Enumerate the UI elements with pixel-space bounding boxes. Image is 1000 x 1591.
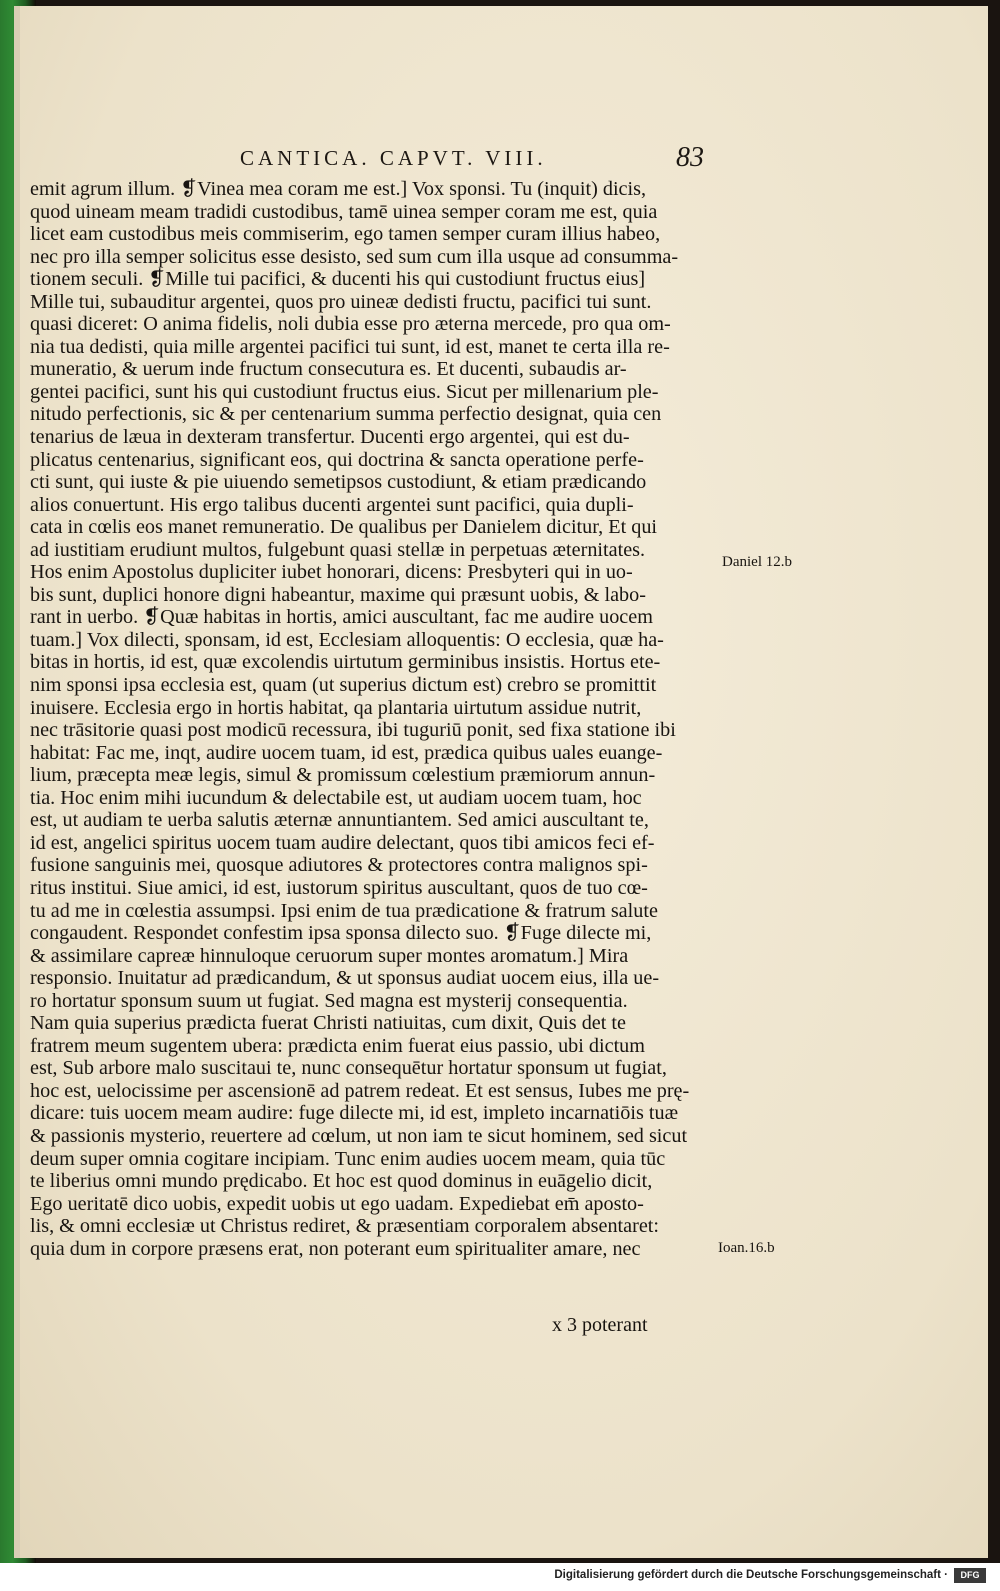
- text-line: muneratio, & uerum inde fructum consecutura es. Et ducenti, subaudis ar-: [30, 358, 627, 381]
- text-line: rant in uerbo. ❡Quæ habitas in hortis, amici auscultant, fac me audire uocem: [30, 606, 653, 629]
- footer-credit: Digitalisierung gefördert durch die Deutsche Forschungsgemeinschaft ·: [554, 1569, 948, 1581]
- margin-note-ioan: Ioan.16.b: [718, 1240, 775, 1256]
- text-line: nitudo perfectionis, sic & per centenarium summa perfectio designat, quia cen: [30, 403, 662, 426]
- text-line: lis, & omni ecclesiæ ut Christus rediret, & præsentiam corporalem absentaret:: [30, 1215, 660, 1238]
- text-line: cata in cœlis eos manet remuneratio. De qualibus per Danielem dicitur, Et qui: [30, 516, 658, 539]
- text-line: alios conuertunt. His ergo talibus ducenti argentei sunt pacifici, quia dupli-: [30, 493, 634, 516]
- text-line: Nam quia superius prædicta fuerat Christi natiuitas, cum dixit, Quis det te: [30, 1012, 626, 1035]
- text-line: licet eam custodibus meis commiserim, ego tamen semper curam illius habeo,: [30, 223, 661, 246]
- text-line: tia. Hoc enim mihi iucundum & delectabile est, ut audiam uocem tuam, hoc: [30, 786, 642, 809]
- text-line: cti sunt, qui iuste & pie uiuendo semetipsos custodiunt, & etiam prædicando: [30, 471, 647, 494]
- text-line: emit agrum illum. ❡Vinea mea coram me est.] Vox sponsi. Tu (inquit) dicis,: [30, 178, 647, 200]
- text-line: responsio. Inuitatur ad prædicandum, & ut sponsus audiat uocem eius, illa ue-: [30, 967, 660, 990]
- text-line: quasi diceret: O anima fidelis, noli dubia esse pro æterna mercede, pro qua om-: [30, 313, 671, 336]
- text-line: tu ad me in cœlestia assumpsi. Ipsi enim de tua prædicatione & fratrum salute: [30, 899, 658, 922]
- text-line: & passionis mysterio, reuertere ad cœlum, ut non iam te sicut hominem, sed sicut: [30, 1124, 688, 1147]
- text-line: tenarius de læua in dexteram transfertur. Ducenti ergo argentei, qui est du-: [30, 426, 630, 449]
- text-line: Hos enim Apostolus dupliciter iubet honorari, dicens: Presbyteri qui in uo-: [30, 561, 633, 584]
- text-line: deum super omnia cogitare incipiam. Tunc enim audies uocem meam, quia tūc: [30, 1147, 666, 1170]
- body-text: [30, 178, 730, 1260]
- margin-note-daniel: Daniel 12.b: [722, 554, 792, 570]
- footer-bar: [0, 1563, 1000, 1591]
- text-line: bis sunt, duplici honore digni habeantur, maxime qui præsunt uobis, & labo-: [30, 583, 646, 606]
- text-line: fusione sanguinis mei, quosque adiutores & protectores contra malignos spi-: [30, 854, 648, 877]
- text-line: nim sponsi ipsa ecclesia est, quam (ut superius dictum est) crebro se promittit: [30, 674, 657, 697]
- text-line: dicare: tuis uocem meam audire: fuge dilecte mi, id est, impleto incarnatiōis tuæ: [30, 1102, 679, 1125]
- text-line: id est, angelici spiritus uocem tuam audire delectant, quos tibi amicos feci ef-: [30, 831, 655, 854]
- text-line: nia tua dedisti, quia mille argentei pacifici tui sunt, id est, manet te certa illa re-: [30, 335, 670, 358]
- text-line: ad iustitiam erudiunt multos, fulgebunt quasi stellæ in perpetuas æternitates.: [30, 538, 646, 561]
- running-head: CANTICA. CAPVT. VIII.: [240, 146, 547, 170]
- text-line: fratrem meum sugentem ubera: prædicta enim fuerat eius passio, ubi dictum: [30, 1034, 645, 1057]
- text-line: plicatus centenarius, significant eos, qui doctrina & sancta operatione perfe-: [30, 448, 644, 471]
- text-line: congaudent. Respondet confestim ipsa sponsa dilecto suo. ❡Fuge dilecte mi,: [30, 922, 652, 945]
- text-line: Mille tui, subauditur argentei, quos pro uineæ dedisti fructu, pacifici tui sunt.: [30, 290, 652, 313]
- text-line: est, Sub arbore malo suscitaui te, nunc consequētur hortatur sponsum ut fugiat,: [30, 1057, 667, 1080]
- page-number: 83: [676, 142, 704, 173]
- catchword-line: x 3 poterant: [552, 1314, 648, 1336]
- text-line: inuisere. Ecclesia ergo in hortis habitat, qa plantaria uirtutum assidue nutrit,: [30, 696, 642, 719]
- text-line: bitas in hortis, id est, quæ excolendis uirtutum germinibus insistis. Hortus ete-: [30, 651, 661, 674]
- text-line: ro hortatur sponsum suum ut fugiat. Sed magna est mysterij consequentia.: [30, 989, 628, 1012]
- text-line: Ego ueritatē dico uobis, expedit uobis ut ego uadam. Expediebat em̄ aposto-: [30, 1192, 644, 1215]
- text-line: quod uineam meam tradidi custodibus, tamē uinea semper coram me est, quia: [30, 200, 658, 223]
- text-line: habitat: Fac me, inqt, audire uocem tuam, id est, prædica quibus uales euange-: [30, 741, 663, 764]
- text-line: ritus institui. Siue amici, id est, iustorum spiritus auscultant, quos de tuo cœ-: [30, 876, 648, 899]
- text-line: & assimilare capreæ hinnuloque ceruorum super montes aromatum.] Mira: [30, 944, 629, 967]
- text-line: lium, præcepta meæ legis, simul & promissum cœlestium præmiorum annun-: [30, 764, 656, 787]
- text-line: quia dum in corpore præsens erat, non poterant eum spiritualiter amare, nec: [30, 1237, 641, 1260]
- text-line: te liberius omni mundo prędicabo. Et hoc est quod dominus in euāgelio dicit,: [30, 1170, 653, 1193]
- text-line: gentei pacifici, sunt his qui custodiunt fructus eius. Sicut per millenarium ple-: [30, 380, 659, 403]
- text-line: nec pro illa semper solicitus esse desisto, sed sum cum illa usque ad consumma-: [30, 245, 679, 268]
- text-line: hoc est, uelocissime per ascensionē ad patrem redeat. Et est sensus, Iubes me prę-: [30, 1079, 690, 1102]
- text-line: nec trāsitorie quasi post modicū recessura, ibi tuguriū ponit, sed fixa statione ibi: [30, 719, 676, 742]
- dfg-logo: DFG: [954, 1568, 986, 1583]
- text-line: tionem seculi. ❡Mille tui pacifici, & ducenti his qui custodiunt fructus eius]: [30, 268, 646, 291]
- text-line: tuam.] Vox dilecti, sponsam, id est, Ecclesiam alloquentis: O ecclesia, quæ ha-: [30, 628, 664, 651]
- text-line: est, ut audiam te uerba salutis æternæ annuntiantem. Sed amici auscultant te,: [30, 809, 649, 832]
